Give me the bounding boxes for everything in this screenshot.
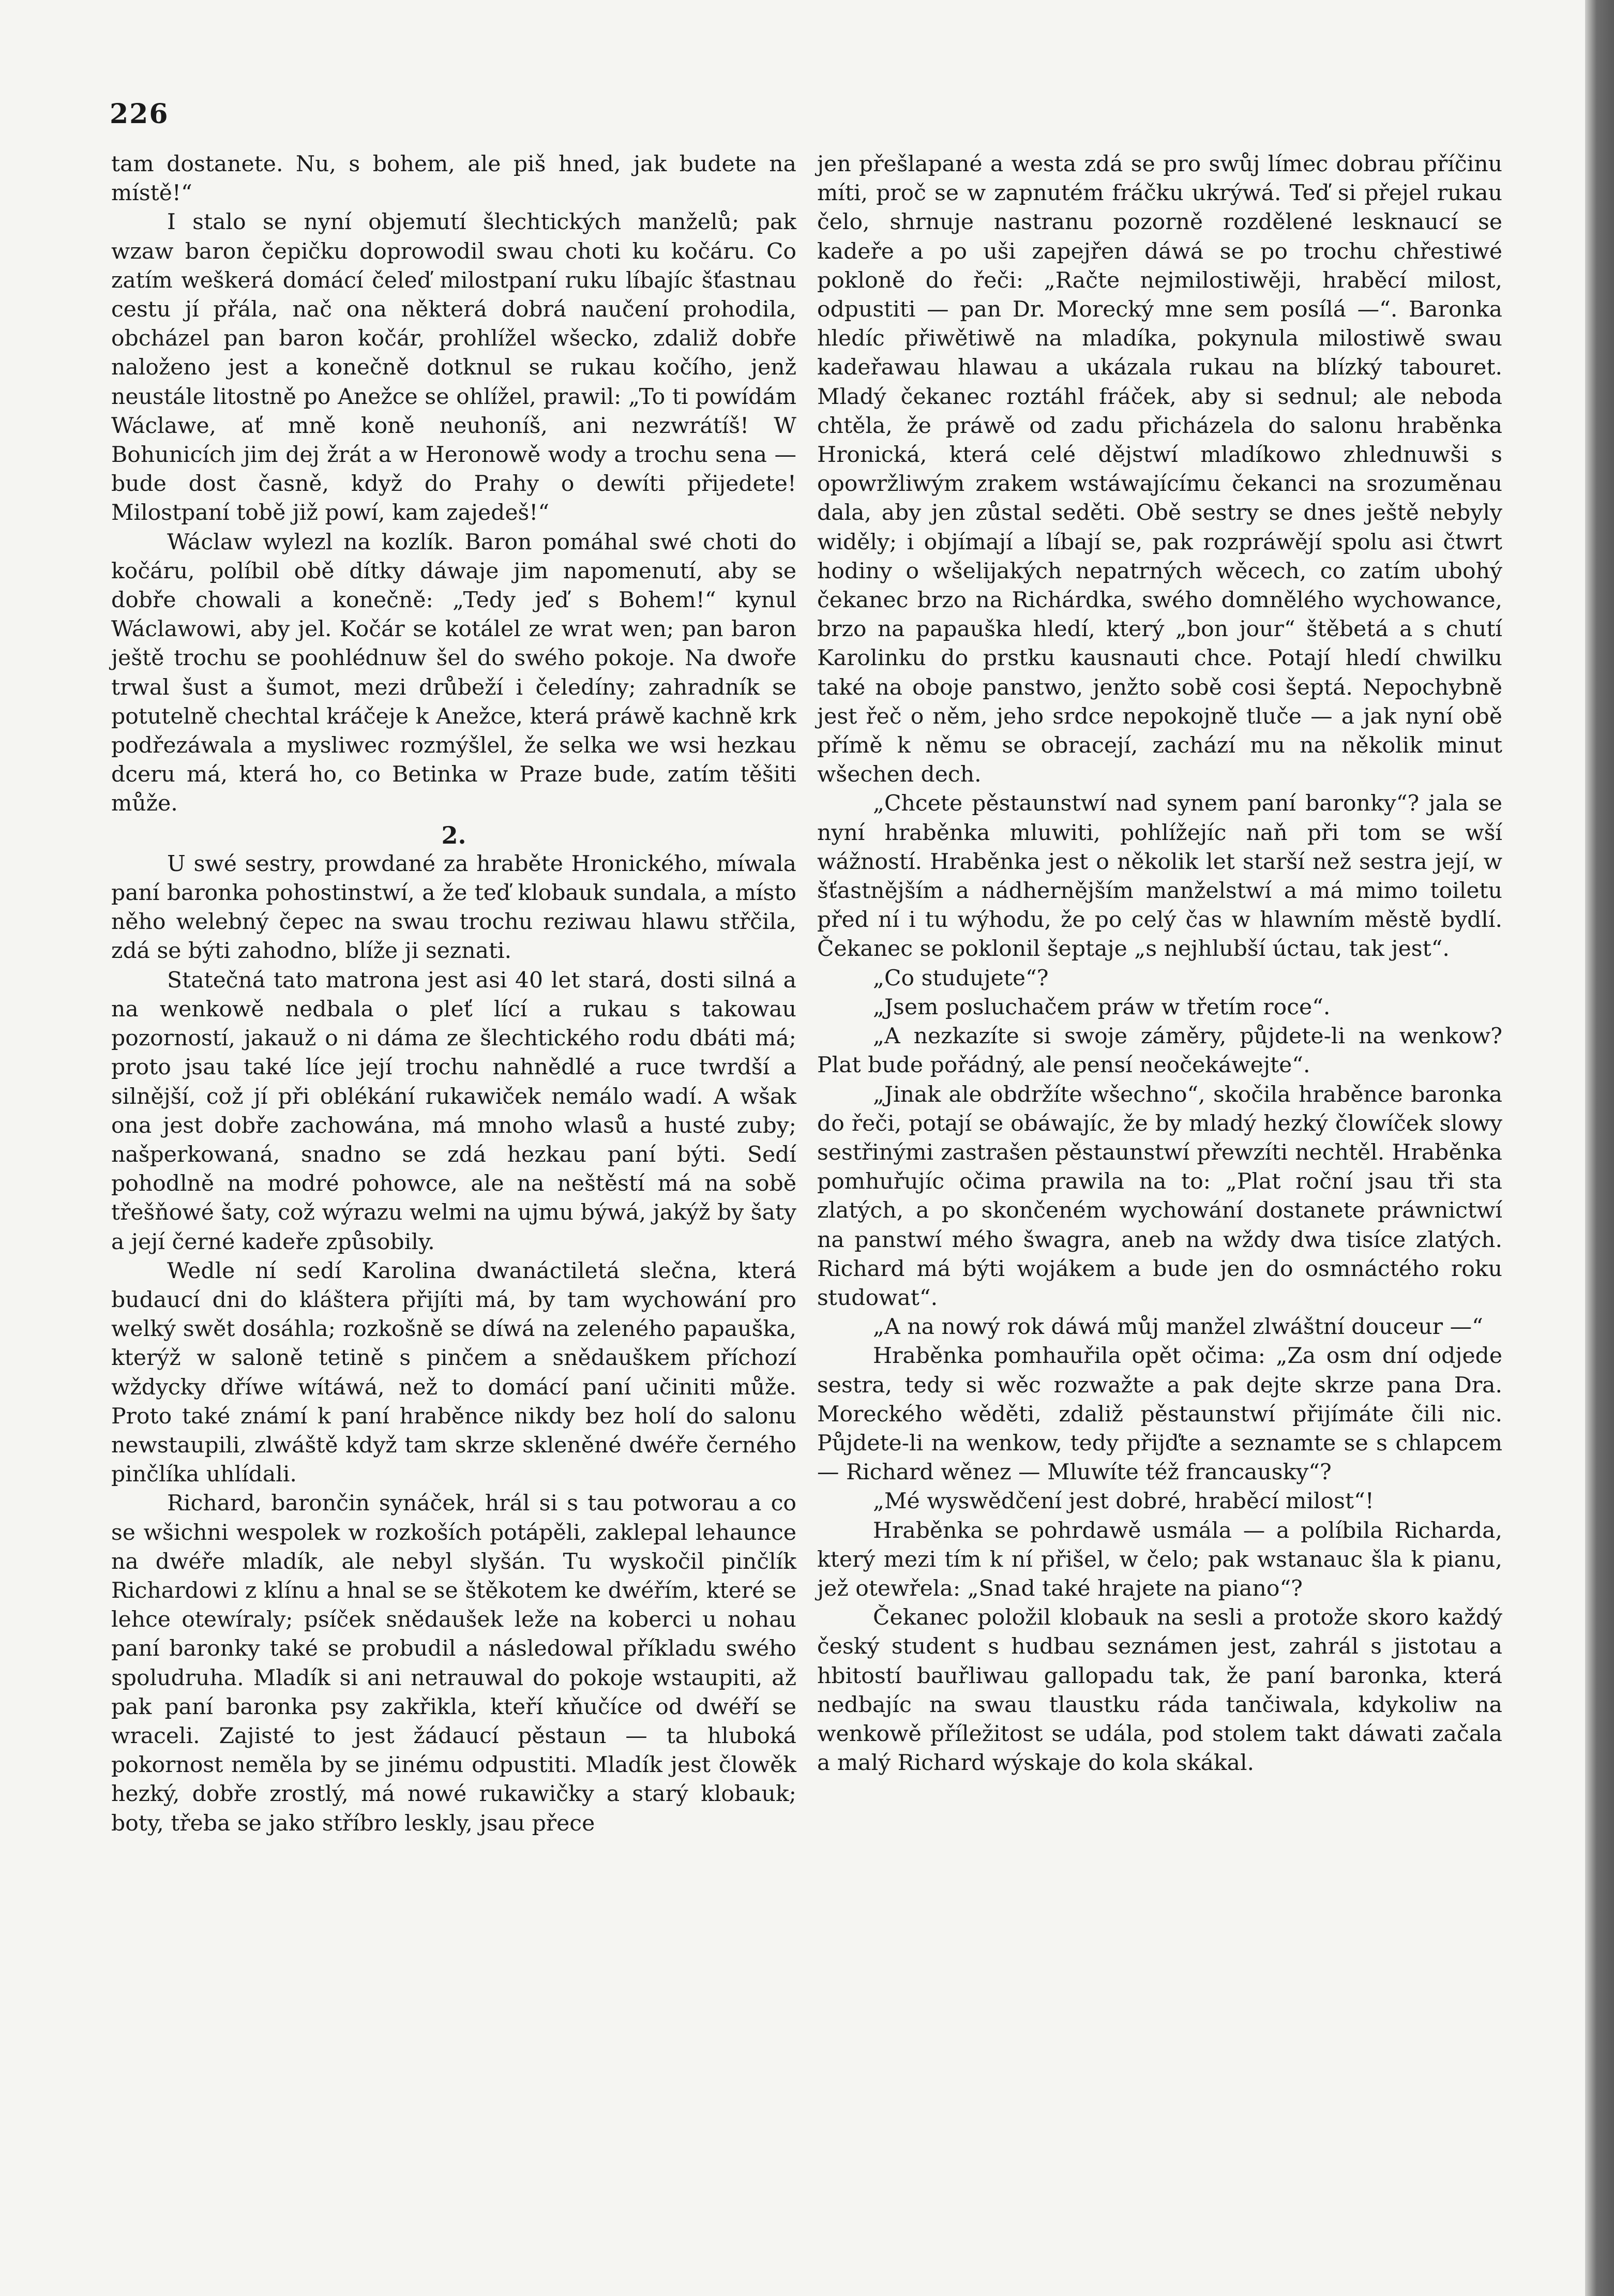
paragraph: „Jsem posluchačem práw w třetím roce“. [873, 994, 1331, 1020]
paragraph: Richard, barončin synáček, hrál si s tau potworau a co se wšichni wespolek w rozkoších potápěli, zaklepal lehaunce na dwéře mladík, ale nebyl slyšán. Tu wyskočil pinčlík Richardowi z klínu a hnal se se štěkotem ke dwéřím, které se lehce otewíraly; psíček snědaušek leže na koberci u nohau paní baronky také se probudil a následowal příkladu swého spoludruha. Mladík si ani netrauwal do pokoje wstaupiti, až pak paní baronka psy zakřikla, kteří kňučíce od dwéří se wraceli. Zajisté to jest žádaucí pěstaun — ta hluboká pokornost neměla by se jinému odpustiti. Mladík jest člowěk hezký, dobře zrostlý, má nowé rukawičky a starý klobauk; boty, třeba se jako stříbro leskly, jsau přece [111, 1491, 796, 1836]
paragraph: Hraběnka se pohrdawě usmála — a políbila Richarda, který mezi tím k ní přišel, w čelo; pak wstanauc šla k pianu, jež otewřela: „Snad také hrajete na piano“? [817, 1518, 1502, 1601]
paragraph: „Mé wyswědčení jest dobré, hraběcí milost“! [873, 1489, 1374, 1514]
paragraph: „A nezkazíte si swoje záměry, půjdete-li na wenkow? Plat bude pořádný, ale pensí neočekáwejte“. [817, 1024, 1502, 1078]
left-column [111, 150, 796, 1838]
right-column [817, 150, 1502, 1778]
paragraph: „A na nowý rok dáwá můj manžel zlwáštní douceur —“ [873, 1314, 1483, 1340]
section-number: 2. [441, 821, 466, 849]
page-number: 226 [110, 98, 169, 130]
paragraph: „Co studujete“? [873, 965, 1049, 991]
paragraph: Čekanec položil klobauk na sesli a protože skoro každý český student s hudbau seznámen jest, zahrál s jistotau a hbitostí bauřliwau gallopadu tak, že paní baronka, která nedbajíc na swau tlaustku ráda tančiwala, kdykoliw na wenkowě příležitost se udála, pod stolem takt dáwati začala a malý Richard wýskaje do kola skákal. [817, 1605, 1502, 1776]
paragraph: U swé sestry, prowdané za hraběte Hronického, míwala paní baronka pohostinstwí, a že teď klobauk sundala, a místo něho welebný čepec na swau trochu reziwau hlawu střčila, zdá se býti zahodno, blíže ji seznati. [111, 851, 796, 964]
book-spine-shadow [1585, 0, 1614, 2296]
paragraph: „Chcete pěstaunstwí nad synem paní baronky“? jala se nyní hraběnka mluwiti, pohlížejíc naň při tom se wší wážností. Hraběnka jest o několik let starší než sestra její, w šťastnějším a nádhernějším manželstwí a má mimo toiletu před ní i tu wýhodu, že po celý čas w hlawním městě bydlí. Čekanec se poklonil šeptaje „s nejhlubší úctau, tak jest“. [817, 791, 1502, 962]
paragraph: Statečná tato matrona jest asi 40 let stará, dosti silná a na wenkowě nedbala o pleť lící a rukau s takowau pozorností, jakauž o ni dáma ze šlechtického rodu dbáti má; proto jsau také líce její trochu nahnědlé a ruce twrdší a silnější, což jí při oblékání rukawiček nemálo wadí. A wšak ona jest dobře zachowána, má mnoho wlasů a husté zuby; našperkowaná, snadno se zdá hezkau paní býti. Sedí pohodlně na modré pohowce, ale na neštěstí má na sobě třešňowé šaty, což wýrazu welmi na ujmu býwá, jakýž by šaty a její černé kadeře způsobily. [111, 967, 796, 1255]
paragraph: Wáclaw wylezl na kozlík. Baron pomáhal swé choti do kočáru, políbil obě dítky dáwaje jim napomenutí, aby se dobře chowali a konečně: „Tedy jeď s Bohem!“ kynul Wáclawowi, aby jel. Kočár se kotálel ze wrat wen; pan baron ještě trochu se poohlédnuw šel do swého pokoje. Na dwoře trwal šust a šumot, mezi drůbeží i čeledíny; zahradník se potutelně chechtal kráčeje k Anežce, která práwě kachně krk podřezáwala a mysliwec rozmýšlel, že selka we wsi hezkau dceru má, která ho, co Betinka w Praze bude, zatím těšiti může. [111, 529, 796, 817]
paragraph: tam dostanete. Nu, s bohem, ale piš hned, jak budete na místě!“ [111, 152, 796, 206]
paragraph: jen přešlapané a westa zdá se pro swůj límec dobrau příčinu míti, proč se w zapnutém fráčku ukrýwá. Teď si přejel rukau čelo, shrnuje nastranu pozorně rozdělené lesknaucí se kadeře a po uši zapejřen dáwá se po trochu chřestiwé pokloně do řeči: „Račte nejmilostiwěji, hraběcí milost, odpustiti — pan Dr. Morecký mne sem posílá —“. Baronka hledíc přiwětiwě na mladíka, pokynula milostiwě swau kadeřawau hlawau a ukázala rukau na blízký tabouret. Mladý čekanec roztáhl fráček, aby si sednul; ale neboda chtěla, že práwě od zadu přicházela do salonu hraběnka Hronická, která celé dějstwí mladíkowo zhlednuwši s opowržliwým zrakem wstáwajícímu čekanci na srozuměnau dala, aby jen zůstal seděti. Obě sestry se dnes ještě nebyly widěly; i objímají a líbají se, pak rozpráwějí spolu asi čtwrt hodiny o wšelijakých nepatrných wěcech, co zatím ubohý čekanec brzo na Richárdka, swého domnělého wychowance, brzo na papauška hledí, který „bon jour“ štěbetá a s chutí Karolinku do prstku kausnauti chce. Potají hledí chwilku také na oboje panstwo, jenžto sobě cosi šeptá. Nepochybně jest řeč o něm, jeho srdce nepokojně tluče — a jak nyní obě přímě k němu se obracejí, zachází mu na několik minut wšechen dech. [817, 152, 1502, 788]
paragraph: Wedle ní sedí Karolina dwanáctiletá slečna, která budaucí dni do kláštera přijíti má, by tam wychowání pro welký swět dosáhla; rozkošně se díwá na zeleného papauška, kterýž w saloně tetině s pinčem a snědauškem příchozí wždycky dříwe wítáwá, než to domácí paní učiniti může. Proto také známí k paní hraběnce nikdy bez holí do salonu newstaupili, zlwáště když tam skrze skleněné dwéře černého pinčlíka uhlídali. [111, 1258, 796, 1488]
paragraph: Hraběnka pomhauřila opět očima: „Za osm dní odjede sestra, tedy si wěc rozwažte a pak dejte skrze pana Dra. Moreckého wěděti, zdaliž pěstaunstwí přijímáte čili nic. Půjdete-li na wenkow, tedy přijďte a seznamte se s chlapcem — Richard wěnez — Mluwíte též francausky“? [817, 1343, 1502, 1485]
paragraph: „Jinak ale obdržíte wšechno“, skočila hraběnce baronka do řeči, potají se obáwajíc, že by mladý hezký člowíček slowy sestřinými zastrašen pěstaunstwí přewzíti nechtěl. Hraběnka pomhuřujíc očima prawila na to: „Plat roční jsau tři sta zlatých, a po skončeném wychowání dostanete práwnictwí na panstwí mého šwagra, aneb na wždy dwa tisíce zlatých. Richard má býti wojákem a bude jen do osmnáctého roku studowat“. [817, 1082, 1502, 1311]
paragraph: I stalo se nyní objemutí šlechtických manželů; pak wzaw baron čepičku doprowodil swau choti ku kočáru. Co zatím weškerá domácí čeleď milostpaní ruku líbajíc šťastnau cestu jí přála, nač ona některá dobrá naučení prohodila, obcházel pan baron kočár, prohlížel wšecko, zdaliž dobře naloženo jest a konečně dotknul se rukau kočího, jenž neustále litostně po Anežce se ohlížel, prawil: „To ti powídám Wáclawe, ať mně koně neuhoníš, ani nezwrátíš! W Bohunicích jim dej žrát a w Heronowě wody a trochu sena — bude dost časně, když do Prahy o dewíti přijedete! Milostpaní tobě již powí, kam zajedeš!“ [111, 209, 796, 526]
